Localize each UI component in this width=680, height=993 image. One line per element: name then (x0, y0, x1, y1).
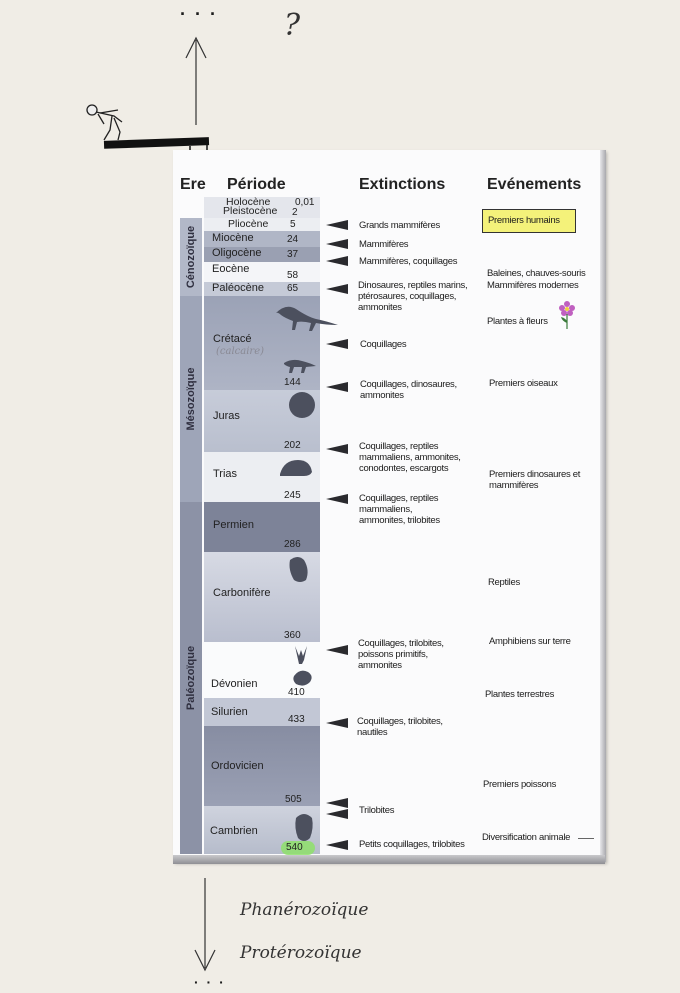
period-age: 433 (288, 714, 305, 725)
dinosaur-icon (276, 307, 338, 331)
extinction-text: Trilobites (359, 805, 395, 816)
period-name: Trias (213, 468, 238, 480)
event-text: Premiers oiseaux (489, 378, 558, 389)
period-name: Paléocène (212, 282, 264, 294)
label-phanerozoique: Phanérozoïque (240, 900, 369, 920)
snail-icon (280, 460, 312, 476)
extinction-marker (326, 798, 348, 808)
extinction-marker (326, 645, 348, 655)
event-text: Plantes à fleurs (487, 316, 548, 327)
period-name: Miocène (212, 232, 254, 244)
event-text: Premiers dinosaures et mammifères (489, 469, 581, 491)
label-proterozoique: Protérozoïque (240, 943, 362, 963)
period-name: Ordovicien (211, 760, 264, 772)
extinction-marker (326, 220, 348, 230)
period-name: Crétacé (213, 333, 252, 345)
period-age: 202 (284, 440, 301, 451)
header-extinctions: Extinctions (359, 176, 446, 193)
top-ellipsis: · · · (180, 4, 218, 24)
extinction-text: Coquillages, trilobites, poissons primitifs, ammonites (358, 638, 444, 671)
extinction-text: Petits coquillages, trilobites (359, 839, 465, 850)
extinction-text: Coquillages, reptiles mammaliens, ammonites, conodontes, escargots (359, 441, 461, 474)
event-text: Amphibiens sur terre (489, 636, 571, 647)
period-age: 360 (284, 630, 301, 641)
extinction-text: Grands mammifères (359, 220, 440, 231)
event-text: Baleines, chauves-souris (487, 268, 586, 279)
period-name: Holocène (226, 196, 271, 208)
period-name: Carbonifère (213, 587, 271, 599)
fish-icon (293, 671, 311, 686)
extinction-marker (326, 239, 348, 249)
fern-leaf-icon (290, 557, 308, 582)
question-mark: ? (284, 8, 301, 43)
extinction-text: Dinosaures, reptiles marins, ptérosaures, coquillages, ammonites (358, 280, 468, 313)
period-name: Cambrien (210, 825, 258, 837)
period-age: 505 (285, 794, 302, 805)
period-age: 540 (286, 842, 303, 853)
extinction-text: Coquillages, reptiles mammaliens, ammonites, trilobites (359, 493, 440, 526)
extinction-text: Coquillages, trilobites, nautiles (357, 716, 443, 738)
period-name: Pleistocène (223, 205, 278, 217)
period-age: 58 (287, 270, 299, 281)
event-text: Premiers humains (488, 215, 560, 226)
header-periode: Période (227, 176, 286, 193)
extinction-text: Mammifères (359, 239, 409, 250)
header-evenements: Evénements (487, 176, 582, 193)
event-text: Reptiles (488, 577, 520, 588)
period-name: Oligocène (212, 247, 262, 259)
flower-icon (557, 299, 577, 331)
period-name: Silurien (211, 706, 248, 718)
bottom-ellipsis: · · · (194, 974, 226, 990)
era-label: Cénozoïque (185, 225, 197, 289)
extinction-marker (326, 284, 348, 294)
period-age: 286 (284, 539, 301, 550)
event-text: Premiers poissons (483, 779, 557, 790)
extinction-marker (326, 809, 348, 819)
extinction-marker (326, 339, 348, 349)
extinction-marker (326, 718, 348, 728)
period-name: Juras (213, 410, 240, 422)
header-ere: Ere (180, 176, 206, 193)
event-text: Plantes terrestres (485, 689, 555, 700)
event-text: Diversification animale (482, 832, 571, 843)
period-age: 65 (287, 283, 299, 294)
extinction-text: Coquillages, dinosaures, ammonites (360, 379, 457, 401)
coral-icon (295, 646, 307, 664)
period-age: 144 (284, 377, 301, 388)
period-age: 410 (288, 687, 305, 698)
era-label: Paléozoïque (185, 645, 197, 711)
ammonite-icon (289, 392, 315, 418)
extinction-marker (326, 382, 348, 392)
event-tick (578, 838, 594, 839)
period-name: Eocène (212, 263, 250, 275)
extinction-marker (326, 494, 348, 504)
extinction-text: Mammifères, coquillages (359, 256, 458, 267)
trilobite-icon (295, 814, 312, 841)
reptile-icon (284, 360, 316, 373)
event-text: Mammifères modernes (487, 280, 579, 291)
period-name: Dévonien (211, 678, 258, 690)
extinction-marker (326, 256, 348, 266)
extinction-text: Coquillages (360, 339, 407, 350)
period-name: Permien (213, 519, 254, 531)
period-age: 0,01 (295, 197, 315, 208)
period-age: 2 (292, 207, 298, 218)
period-age: 24 (287, 234, 299, 245)
period-name: Pliocène (228, 218, 269, 230)
period-age: 5 (290, 219, 296, 230)
era-label: Mésozoïque (185, 367, 197, 431)
extinction-marker (326, 840, 348, 850)
cretace-note: (calcaire) (216, 346, 265, 357)
extinction-marker (326, 444, 348, 454)
period-age: 37 (287, 249, 299, 260)
period-age: 245 (284, 490, 301, 501)
